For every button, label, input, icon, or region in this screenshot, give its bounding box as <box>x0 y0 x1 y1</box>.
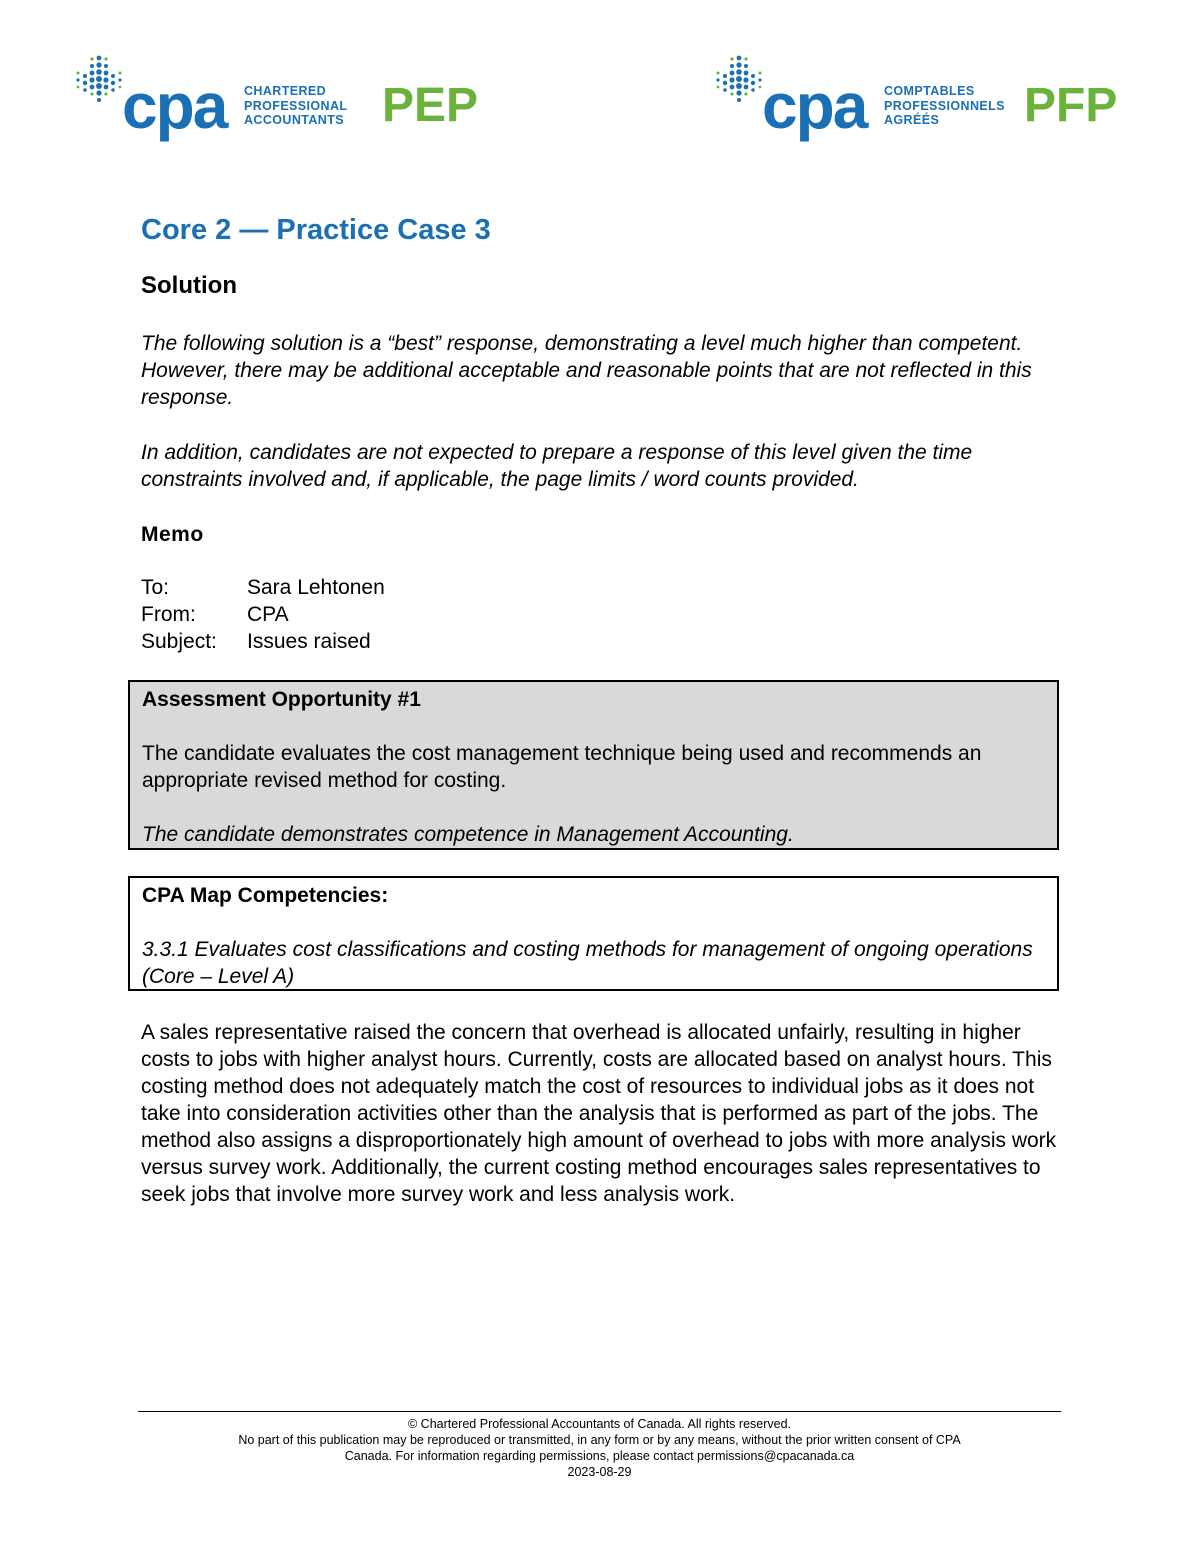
page-footer <box>138 1411 1061 1480</box>
program-label: PEP <box>382 79 479 132</box>
memo-row-from <box>141 601 385 628</box>
cpa-logo-french <box>712 52 1132 142</box>
memo-label: To: <box>141 576 170 599</box>
descriptor-line: COMPTABLES <box>884 84 975 98</box>
descriptor-line: PROFESSIONNELS <box>884 98 1005 113</box>
descriptor-line: CHARTERED <box>244 84 327 98</box>
memo-label: From: <box>141 603 196 626</box>
program-label: PFP <box>1024 79 1118 132</box>
maple-leaf-dots-icon <box>712 52 766 116</box>
memo-header <box>141 574 385 655</box>
intro-paragraph: The following solution is a “best” response, demonstrating a level much higher than competent. However, there may be additional acceptable and reasonable points that are not reflected in this response. <box>141 332 1032 409</box>
memo-row-subject <box>141 628 385 655</box>
section-subtitle: Solution <box>141 272 237 299</box>
descriptor-line: AGRÉÉS <box>884 113 940 127</box>
memo-value: CPA <box>247 603 289 626</box>
assessment-text: The candidate evaluates the cost management technique being used and recommends an appropriate revised method for costing. <box>142 742 982 792</box>
footer-date: 2023-08-29 <box>567 1465 632 1479</box>
assessment-heading: Assessment Opportunity #1 <box>142 688 421 711</box>
descriptor-line: PROFESSIONAL <box>244 98 348 113</box>
memo-value: Sara Lehtonen <box>247 576 385 599</box>
footer-notice: Canada. For information regarding permissions, please contact permissions@cpacanada.ca <box>344 1449 855 1463</box>
memo-label: Subject: <box>141 630 217 653</box>
cpa-map-competencies-box <box>128 876 1059 991</box>
cpa-descriptor <box>884 84 1005 128</box>
memo-value: Issues raised <box>247 630 371 653</box>
body-paragraph: A sales representative raised the concern that overhead is allocated unfairly, resulting in higher costs to jobs with higher analyst hours. Currently, costs are allocated based on analyst hours. This costing method does not adequately match the cost of resources to individual jobs as it does not take into consideration activities other than the analysis that is performed as part of the jobs. The method also assigns a disproportionately high amount of overhead to jobs with more analysis work versus survey work. Additionally, the current costing method encourages sales representatives to seek jobs that involve more survey work and less analysis work. <box>141 1021 1057 1206</box>
memo-heading: Memo <box>141 523 204 546</box>
page-title: Core 2 — Practice Case 3 <box>141 214 491 246</box>
cpa-wordmark: cpa <box>762 70 867 142</box>
map-competency-text: 3.3.1 Evaluates cost classifications and costing methods for management of ongoing operations (Core – Level A) <box>142 938 1033 988</box>
intro-paragraph: In addition, candidates are not expected to prepare a response of this level given the time constraints involved and, if applicable, the page limits / word counts provided. <box>141 441 973 491</box>
memo-row-to <box>141 574 385 601</box>
footer-copyright: © Chartered Professional Accountants of Canada. All rights reserved. <box>407 1417 792 1431</box>
cpa-descriptor <box>244 84 347 128</box>
assessment-opportunity-box <box>128 680 1059 850</box>
maple-leaf-dots-icon <box>72 52 126 116</box>
assessment-competence: The candidate demonstrates competence in Management Accounting. <box>142 823 794 846</box>
descriptor-line: ACCOUNTANTS <box>244 113 344 127</box>
cpa-logo-english <box>72 52 492 142</box>
footer-notice: No part of this publication may be reproduced or transmitted, in any form or by any means, without the prior written consent of CPA <box>238 1433 961 1447</box>
map-heading: CPA Map Competencies: <box>142 884 389 907</box>
cpa-wordmark: cpa <box>122 70 227 142</box>
